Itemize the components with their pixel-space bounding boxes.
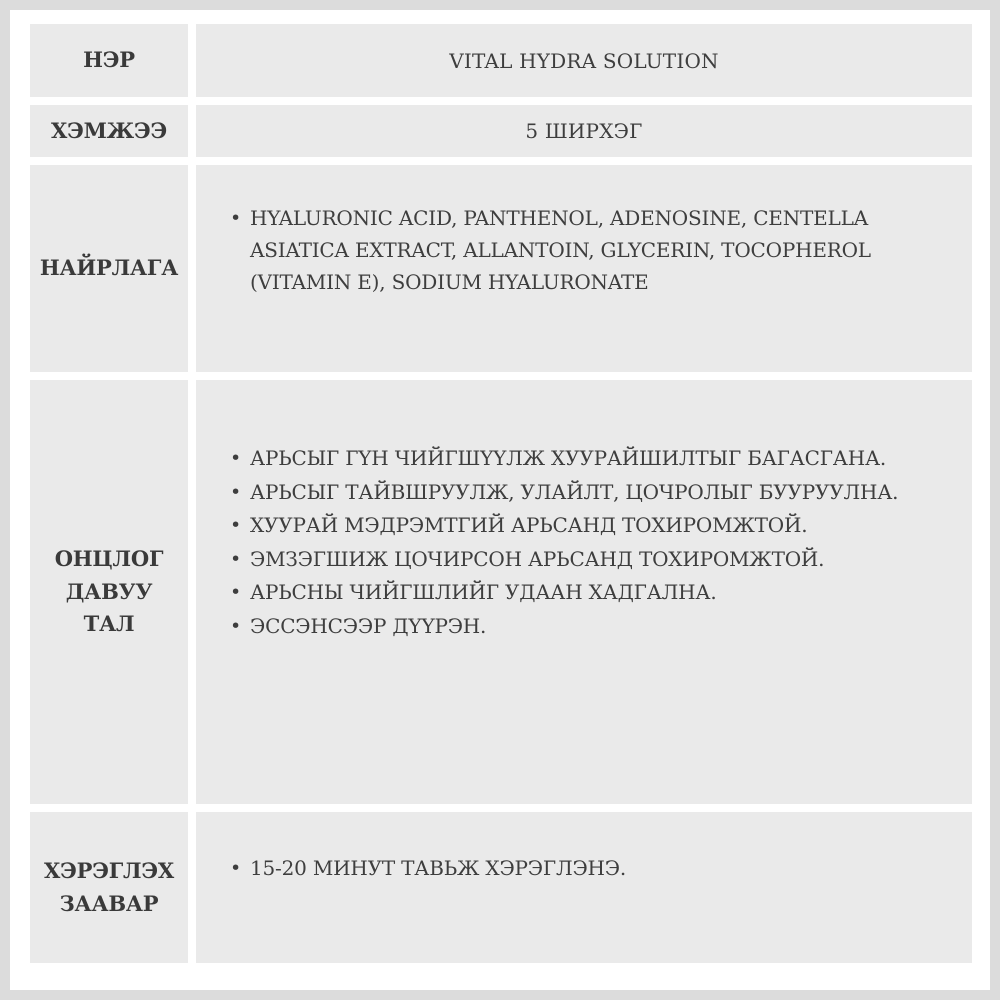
product-info-table (30, 24, 972, 963)
feature-item: • ЭМЗЭГШИЖ ЦОЧИРСОН АРЬСАНД ТОХИРОМЖТОЙ. (228, 543, 936, 577)
features-list (228, 442, 936, 643)
name-value-cell: VITAL HYDRA SOLUTION (196, 24, 972, 97)
usage-value-cell (196, 812, 972, 963)
ingredients-item: • HYALURONIC ACID, PANTHENOL, ADENOSINE, CENTELLA ASIATICA EXTRACT, ALLANTOIN, GLYCERIN, TOCOPHEROL (VITAMIN E), SODIUM HYALURONATE (228, 202, 915, 298)
quantity-label-cell: ХЭМЖЭЭ (30, 105, 188, 157)
usage-list (228, 852, 936, 885)
ingredients-value-cell (196, 165, 972, 372)
feature-item: • АРЬСЫГ ГҮН ЧИЙГШҮҮЛЖ ХУУРАЙШИЛТЫГ БАГАСГАНА. (228, 442, 936, 476)
ingredients-label-cell: НАЙРЛАГА (30, 165, 188, 372)
usage-item: • 15-20 МИНУТ ТАВЬЖ ХЭРЭГЛЭНЭ. (228, 852, 936, 885)
product-info-card (10, 10, 990, 990)
feature-item: • АРЬСЫГ ТАЙВШРУУЛЖ, УЛАЙЛТ, ЦОЧРОЛЫГ БУУРУУЛНА. (228, 476, 936, 510)
name-label-cell: НЭР (30, 24, 188, 97)
feature-item: • ХУУРАЙ МЭДРЭМТГИЙ АРЬСАНД ТОХИРОМЖТОЙ. (228, 509, 936, 543)
feature-item: • ЭССЭНСЭЭР ДҮҮРЭН. (228, 610, 936, 644)
quantity-value-cell: 5 ШИРХЭГ (196, 105, 972, 157)
features-label-cell: ОНЦЛОГ ДАВУУ ТАЛ (30, 380, 188, 804)
ingredients-list (228, 202, 936, 298)
feature-item: • АРЬСНЫ ЧИЙГШЛИЙГ УДААН ХАДГАЛНА. (228, 576, 936, 610)
features-value-cell (196, 380, 972, 804)
usage-label-cell: ХЭРЭГЛЭХ ЗААВАР (30, 812, 188, 963)
